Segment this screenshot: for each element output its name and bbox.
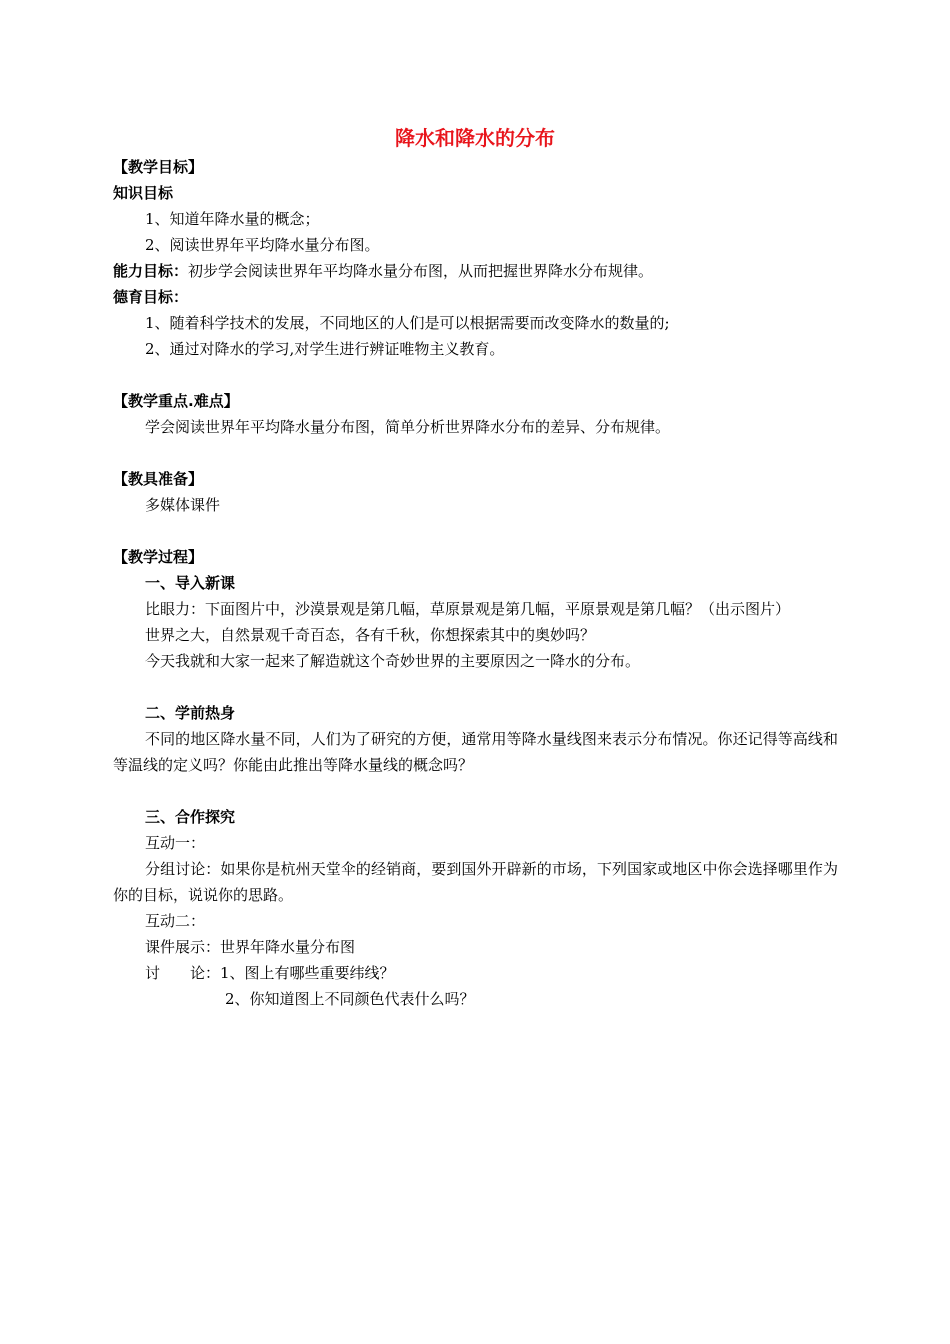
moral-item: 2、通过对降水的学习,对学生进行辨证唯物主义教育。 bbox=[145, 340, 505, 358]
moral-item: 1、随着科学技术的发展，不同地区的人们是可以根据需要而改变降水的数量的; bbox=[145, 314, 670, 332]
knowledge-heading: 知识目标 bbox=[113, 184, 174, 202]
knowledge-item: 1、知道年降水量的概念； bbox=[145, 210, 320, 228]
section2-para: 不同的地区降水量不同，人们为了研究的方便，通常用等降水量线图来表示分布情况。你还记得等高线和等温线的定义吗？你能由此推出等降水量线的概念吗？ bbox=[113, 730, 838, 774]
section1-para: 比眼力：下面图片中，沙漠景观是第几幅，草原景观是第几幅，平原景观是第几幅？（出示图片） bbox=[145, 600, 791, 618]
discussion-item: 2、你知道图上不同颜色代表什么吗？ bbox=[225, 990, 475, 1008]
discussion-label: 讨 论： bbox=[145, 964, 221, 982]
moral-heading: 德育目标： bbox=[113, 288, 189, 306]
section1-heading: 一、导入新课 bbox=[145, 574, 236, 592]
ability-label: 能力目标： bbox=[113, 262, 189, 280]
section1-para: 今天我就和大家一起来了解造就这个奇妙世界的主要原因之一降水的分布。 bbox=[145, 652, 641, 670]
section2-heading: 二、学前热身 bbox=[145, 704, 236, 722]
knowledge-item: 2、阅读世界年平均降水量分布图。 bbox=[145, 236, 380, 254]
discussion-item: 1、图上有哪些重要纬线？ bbox=[220, 964, 395, 982]
section1-para: 世界之大，自然景观千奇百态，各有千秋，你想探索其中的奥妙吗？ bbox=[145, 626, 596, 644]
materials-text: 多媒体课件 bbox=[145, 496, 221, 514]
process-heading: 【教学过程】 bbox=[113, 548, 204, 566]
interaction2-text: 课件展示：世界年降水量分布图 bbox=[145, 938, 356, 956]
key-points-heading: 【教学重点.难点】 bbox=[113, 392, 239, 410]
key-points-text: 学会阅读世界年平均降水量分布图，简单分析世界降水分布的差异、分布规律。 bbox=[145, 418, 671, 436]
discussion-line bbox=[113, 960, 838, 986]
materials-heading: 【教具准备】 bbox=[113, 470, 204, 488]
document-body bbox=[113, 154, 838, 1012]
objectives-heading: 【教学目标】 bbox=[113, 158, 204, 176]
ability-line bbox=[113, 258, 838, 284]
interaction1-text: 分组讨论：如果你是杭州天堂伞的经销商，要到国外开辟新的市场，下列国家或地区中你会选择哪里作为你的目标，说说你的思路。 bbox=[113, 860, 838, 904]
interaction2-label: 互动二： bbox=[145, 912, 206, 930]
ability-text: 初步学会阅读世界年平均降水量分布图，从而把握世界降水分布规律。 bbox=[188, 262, 654, 280]
page-title: 降水和降水的分布 bbox=[395, 126, 555, 150]
section3-heading: 三、合作探究 bbox=[145, 808, 236, 826]
interaction1-label: 互动一： bbox=[145, 834, 206, 852]
